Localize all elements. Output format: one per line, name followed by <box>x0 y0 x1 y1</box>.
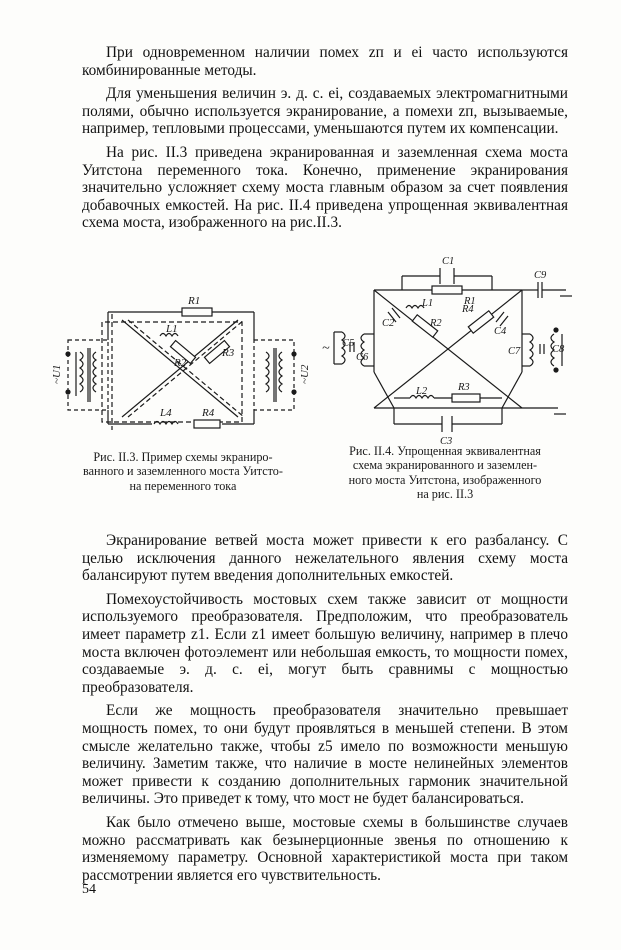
label-r1: R1 <box>464 296 476 307</box>
label-c3: C3 <box>440 436 453 447</box>
label-c5: C5 <box>342 338 355 349</box>
label-c1: C1 <box>442 256 455 267</box>
top-text-block <box>82 44 568 232</box>
resistor-r1 <box>182 308 212 316</box>
caption-fig-ii4 <box>320 444 570 502</box>
label-c8: C8 <box>552 344 565 355</box>
caption-line: схема экранированного и заземлен- <box>352 458 538 473</box>
label-c7: C7 <box>508 346 521 357</box>
label-r3: R3 <box>458 382 470 393</box>
label-u2: ~U2 <box>299 364 311 384</box>
label-tilde: ~ <box>322 341 330 356</box>
page-number: 54 <box>82 882 96 897</box>
label-c4: C4 <box>494 326 507 337</box>
paragraph: На рис. II.3 приведена экранированная и заземленная схема моста Уитстона переменного тока. Конечно, применение экранирования значительно усложняет схему моста главным образом за счет появления добавочных емкостей. На рис. II.4 приведена упрощенная эквивалентная схема моста, изображенного на рис.II.3. <box>82 143 568 232</box>
figure-shielded-bridge <box>51 292 312 442</box>
paragraph: Как было отмечено выше, мостовые схемы в большинстве случаев можно рассматривать как безынерционные звенья по отношению к изменяемому параметру. Основной характеристикой моста при таком рассмотрении является его чувствительность. <box>82 813 568 884</box>
label-r4: R4 <box>462 304 474 315</box>
label-r4: R4 <box>202 407 215 419</box>
label-r3: R3 <box>222 347 235 359</box>
caption-line: Рис. II.4. Упрощенная эквивалентная <box>349 444 541 458</box>
label-c6: C6 <box>356 352 369 363</box>
figure-equivalent-circuit <box>322 252 584 447</box>
label-l2: L2 <box>416 386 428 397</box>
caption-line: ного моста Уитстона, изображенного <box>348 472 542 487</box>
paragraph: Для уменьшения величин э. д. с. ei, создаваемых электромагнитными полями, обычно используется экранирование, а помехи zп, вызываемые, например, тепловыми процессами, уменьшаются путем их компенсации. <box>82 85 568 138</box>
caption-line: на переменного тока <box>129 478 237 493</box>
resistor-r4 <box>194 420 220 428</box>
paragraph: Экранирование ветвей моста может привести к его разбалансу. С целью исключения данного нежелательного явления схему моста балансируют путем введения дополнительных емкостей. <box>82 532 568 585</box>
paragraph: При одновременном наличии помех zп и ei часто используются комбинированные методы. <box>82 44 568 79</box>
label-r2: R2 <box>174 357 187 369</box>
label-r2: R2 <box>430 318 442 329</box>
label-c2: C2 <box>382 318 395 329</box>
label-l4: L4 <box>160 407 172 419</box>
caption-fig-ii3 <box>58 450 308 493</box>
label-l1: L1 <box>166 323 178 335</box>
label-l1: L1 <box>422 298 434 309</box>
paragraph: Помехоустойчивость мостовых схем также зависит от мощности используемого преобразователя. Предположим, что преобразователь имеет параметр z1. Если z1 имеет большую величину, например в плечо моста включен фотоэлемент или небольшая емкость, то мощности помех, создаваемые э. д. с. ei, могут быть сравнимы с мощностью преобразователя. <box>82 590 568 696</box>
paragraph: Если же мощность преобразователя значительно превышает мощность помех, то они будут проявляться в меньшей степени. В этом смысле желательно также, чтобы z5 имело по возможности меньшую величину. Заметим также, что наличие в мосте нелинейных элементов может привести к созданию дополнительных гармоник значительной величины. Это приведет к тому, что мост не будет балансироваться. <box>82 702 568 808</box>
label-c9: C9 <box>534 270 547 281</box>
caption-line: ванного и заземленного моста Уитсто- <box>83 464 283 479</box>
caption-line: Рис. II.3. Пример схемы экраниро- <box>93 450 273 464</box>
label-u1: ~U1 <box>51 364 63 384</box>
bottom-text-block <box>82 532 568 884</box>
label-r1: R1 <box>188 295 201 307</box>
caption-line: на рис. II.3 <box>416 487 474 502</box>
